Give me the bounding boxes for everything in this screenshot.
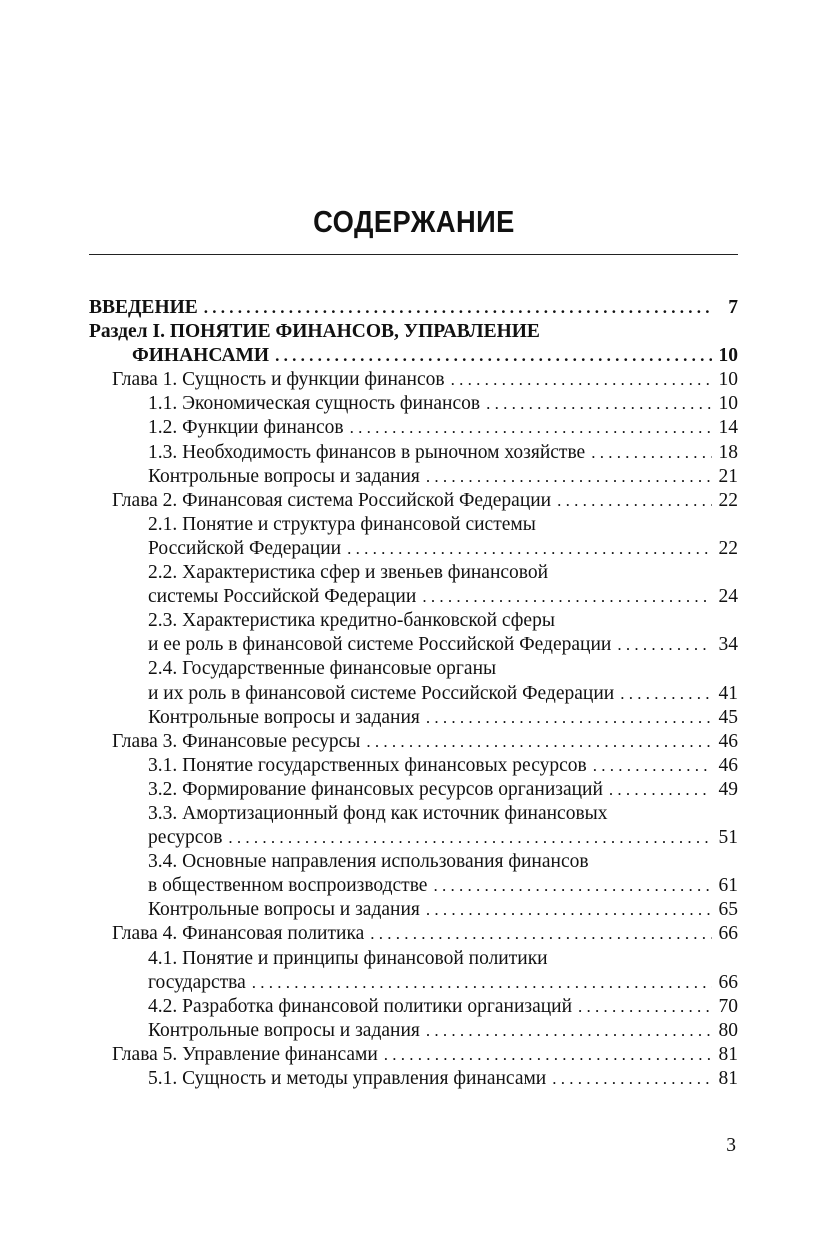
toc-entry-page: 46 xyxy=(718,730,738,752)
leader-dots xyxy=(252,971,712,995)
toc-entry-page: 81 xyxy=(718,1043,738,1065)
toc-entry-page: 10 xyxy=(718,393,738,415)
toc-entry-2-4-cont[interactable] xyxy=(89,682,738,706)
toc-entry-page: 10 xyxy=(718,345,738,367)
toc-entry-1-2[interactable] xyxy=(89,416,738,440)
toc-entry-3-1[interactable] xyxy=(89,754,738,778)
leader-dots xyxy=(426,465,712,489)
leader-dots xyxy=(552,1067,712,1091)
toc-entry-text: 2.4. Государственные финансовые органы xyxy=(148,658,497,680)
leader-dots xyxy=(204,296,712,320)
toc-entry-page: 81 xyxy=(718,1068,738,1089)
toc-entry-chapter-1[interactable] xyxy=(89,368,738,392)
toc-entry-text: 2.3. Характеристика кредитно-банковской сферы xyxy=(148,610,555,632)
toc-entry-3-4[interactable] xyxy=(89,850,738,874)
toc-entry-section-1[interactable] xyxy=(89,320,738,344)
toc-entry-text: Глава 2. Финансовая система Российской Федерации xyxy=(112,489,552,511)
toc-entry-4-1[interactable] xyxy=(89,947,738,971)
toc-entry-text: 1.2. Функции финансов xyxy=(148,417,344,439)
table-of-contents xyxy=(89,296,738,1091)
toc-entry-text: ФИНАНСАМИ xyxy=(132,345,270,367)
leader-dots xyxy=(426,898,712,922)
toc-entry-chapter-2[interactable] xyxy=(89,489,738,513)
title-divider xyxy=(89,254,738,255)
toc-entry-text: Российской Федерации xyxy=(148,537,342,559)
leader-dots xyxy=(347,537,712,561)
leader-dots xyxy=(557,489,712,513)
toc-entry-page: 46 xyxy=(718,754,738,776)
toc-entry-2-1[interactable] xyxy=(89,513,738,537)
toc-entry-text: Контрольные вопросы и задания xyxy=(148,465,420,487)
toc-entry-page: 18 xyxy=(718,441,738,463)
toc-entry-chapter-4[interactable] xyxy=(89,922,738,946)
leader-dots xyxy=(384,1043,712,1067)
leader-dots xyxy=(617,633,712,657)
toc-entry-page: 14 xyxy=(718,417,738,439)
leader-dots xyxy=(370,922,712,946)
toc-entry-questions-3[interactable] xyxy=(89,898,738,922)
toc-entry-text: 5.1. Сущность и методы управления финансами xyxy=(148,1068,547,1089)
toc-entry-page: 80 xyxy=(718,1019,738,1041)
toc-entry-questions-4[interactable] xyxy=(89,1019,738,1043)
leader-dots xyxy=(593,754,712,778)
toc-entry-4-1-cont[interactable] xyxy=(89,971,738,995)
toc-entry-text: ВВЕДЕНИЕ xyxy=(89,297,198,318)
toc-entry-2-4[interactable] xyxy=(89,657,738,681)
toc-entry-1-3[interactable] xyxy=(89,441,738,465)
toc-entry-text: Глава 1. Сущность и функции финансов xyxy=(112,369,445,391)
toc-entry-page: 22 xyxy=(718,537,738,559)
toc-entry-page: 65 xyxy=(718,899,738,921)
toc-entry-page: 24 xyxy=(718,586,738,608)
toc-entry-chapter-3[interactable] xyxy=(89,730,738,754)
toc-entry-text: 3.3. Амортизационный фонд как источник финансовых xyxy=(148,802,608,824)
toc-entry-5-1[interactable] xyxy=(89,1067,738,1091)
toc-entry-section-1-cont[interactable] xyxy=(89,344,738,368)
page-number: 3 xyxy=(726,1135,736,1156)
leader-dots xyxy=(426,1019,712,1043)
toc-entry-page: 21 xyxy=(718,465,738,487)
toc-entry-questions-2[interactable] xyxy=(89,706,738,730)
toc-entry-page: 22 xyxy=(718,489,738,511)
toc-entry-text: государства xyxy=(148,971,246,993)
toc-entry-text: 1.3. Необходимость финансов в рыночном хозяйстве xyxy=(148,441,586,463)
toc-entry-page: 70 xyxy=(718,995,738,1017)
toc-entry-text: 4.1. Понятие и принципы финансовой политики xyxy=(148,947,548,969)
leader-dots xyxy=(591,441,712,465)
toc-entry-page: 10 xyxy=(718,369,738,391)
leader-dots xyxy=(451,368,712,392)
toc-entry-text: Контрольные вопросы и задания xyxy=(148,899,420,921)
toc-entry-page: 49 xyxy=(718,778,738,800)
toc-entry-text: в общественном воспроизводстве xyxy=(148,875,428,897)
leader-dots xyxy=(350,416,712,440)
toc-entry-text: Глава 4. Финансовая политика xyxy=(112,923,365,945)
toc-entry-text: Контрольные вопросы и задания xyxy=(148,706,420,728)
toc-entry-text: 2.2. Характеристика сфер и звеньев финансовой xyxy=(148,562,549,584)
toc-entry-text: системы Российской Федерации xyxy=(148,586,417,608)
toc-entry-2-2[interactable] xyxy=(89,561,738,585)
leader-dots xyxy=(578,995,712,1019)
toc-entry-page: 41 xyxy=(718,682,738,704)
toc-entry-2-3-cont[interactable] xyxy=(89,633,738,657)
toc-entry-introduction[interactable] xyxy=(89,296,738,320)
leader-dots xyxy=(433,874,712,898)
toc-entry-questions-1[interactable] xyxy=(89,465,738,489)
toc-entry-3-3[interactable] xyxy=(89,802,738,826)
toc-entry-2-1-cont[interactable] xyxy=(89,537,738,561)
leader-dots xyxy=(422,585,712,609)
toc-entry-page: 34 xyxy=(718,634,738,656)
toc-entry-page: 51 xyxy=(718,827,738,849)
leader-dots xyxy=(486,392,712,416)
toc-entry-3-2[interactable] xyxy=(89,778,738,802)
toc-entry-2-3[interactable] xyxy=(89,609,738,633)
toc-entry-chapter-5[interactable] xyxy=(89,1043,738,1067)
toc-entry-text: и ее роль в финансовой системе Российской Федерации xyxy=(148,634,612,656)
toc-entry-text: ресурсов xyxy=(148,827,223,849)
toc-entry-page: 66 xyxy=(718,971,738,993)
toc-entry-2-2-cont[interactable] xyxy=(89,585,738,609)
toc-entry-page: 7 xyxy=(728,297,738,318)
toc-entry-text: 4.2. Разработка финансовой политики организаций xyxy=(148,995,573,1017)
toc-entry-4-2[interactable] xyxy=(89,995,738,1019)
toc-entry-text: Глава 5. Управление финансами xyxy=(112,1043,378,1065)
toc-entry-3-4-cont[interactable] xyxy=(89,874,738,898)
toc-entry-text: 3.2. Формирование финансовых ресурсов организаций xyxy=(148,778,603,800)
toc-entry-page: 45 xyxy=(718,706,738,728)
toc-entry-text: и их роль в финансовой системе Российской Федерации xyxy=(148,682,615,704)
toc-entry-text: 3.4. Основные направления использования финансов xyxy=(148,851,589,873)
page-title: СОДЕРЖАНИЕ xyxy=(313,204,515,239)
leader-dots xyxy=(275,344,712,368)
toc-entry-1-1[interactable] xyxy=(89,392,738,416)
leader-dots xyxy=(620,682,712,706)
toc-entry-text: Глава 3. Финансовые ресурсы xyxy=(112,730,361,752)
leader-dots xyxy=(366,730,712,754)
toc-entry-3-3-cont[interactable] xyxy=(89,826,738,850)
toc-entry-text: Раздел I. ПОНЯТИЕ ФИНАНСОВ, УПРАВЛЕНИЕ xyxy=(89,321,540,343)
toc-entry-page: 66 xyxy=(718,923,738,945)
leader-dots xyxy=(426,706,712,730)
toc-entry-text: Контрольные вопросы и задания xyxy=(148,1019,420,1041)
toc-entry-text: 2.1. Понятие и структура финансовой системы xyxy=(148,513,536,535)
toc-entry-page: 61 xyxy=(718,875,738,897)
toc-entry-text: 1.1. Экономическая сущность финансов xyxy=(148,393,481,415)
leader-dots xyxy=(228,826,712,850)
toc-entry-text: 3.1. Понятие государственных финансовых ресурсов xyxy=(148,754,587,776)
leader-dots xyxy=(609,778,712,802)
